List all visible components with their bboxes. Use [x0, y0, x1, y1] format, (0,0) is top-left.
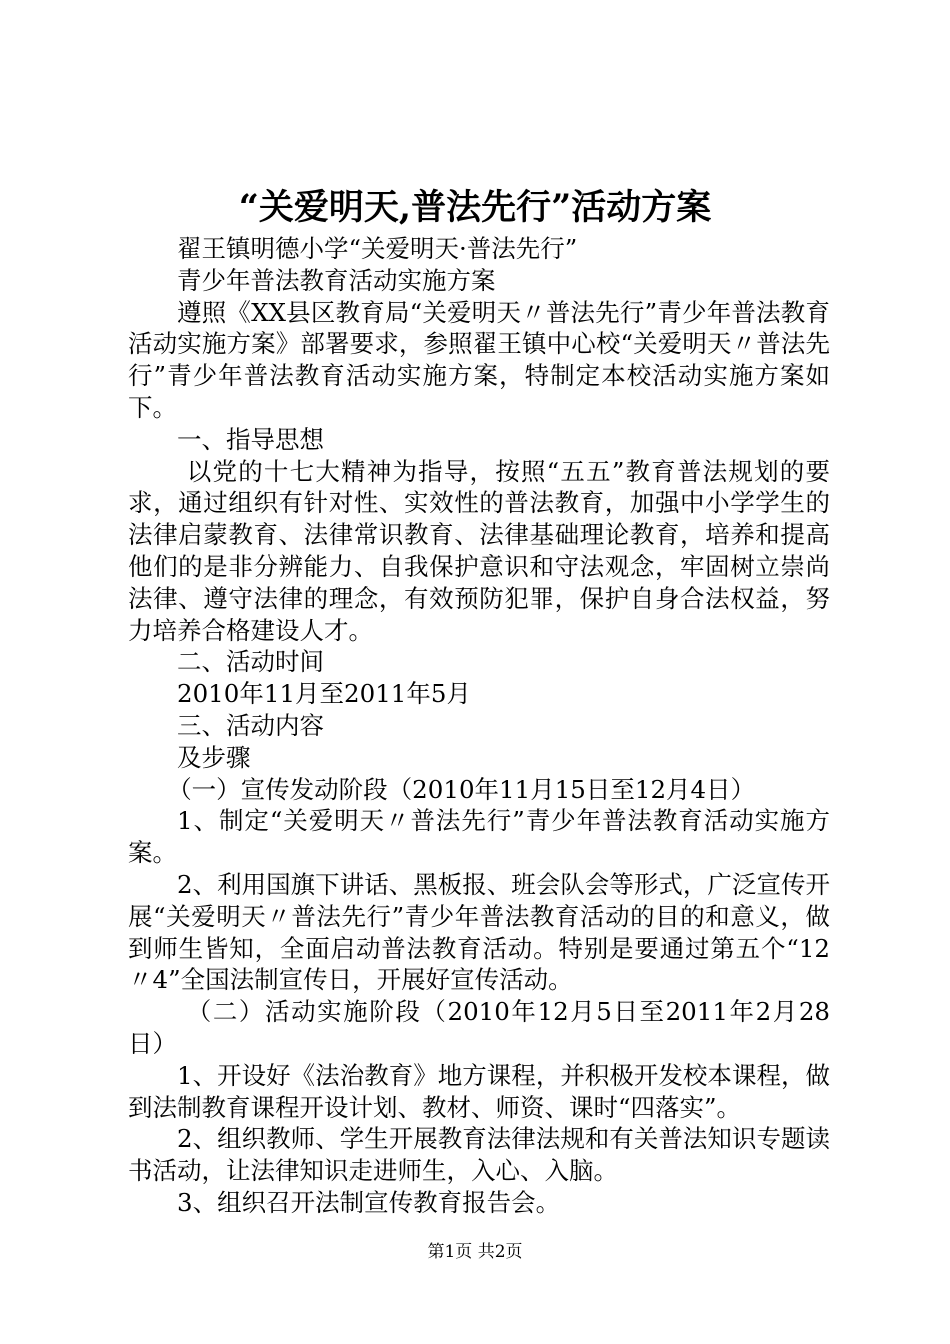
activity-time-paragraph: 2010年11月至2011年5月 — [177, 679, 471, 709]
stage-one-heading: （一）宣传发动阶段（2010年11月15日至12月4日） — [167, 774, 756, 804]
guiding-thought-paragraph: 以党的十七大精神为指导，按照“五五”教育普法规划的要求，通过组织有针对性、实效性的普法教育，加强中小学学生的法律启蒙教育、法律常识教育、法律基础理论教育，培养和提高他们的是非分辨能力、自我保护意识和守法观念，牢固树立崇尚法律、遵守法律的理念，有效预防犯罪，保护自身合法权益，努力培养合格建设人才。 — [128, 456, 830, 645]
plan-subheading: 青少年普法教育活动实施方案 — [177, 265, 496, 295]
section-heading-guiding-thought: 一、指导思想 — [177, 424, 324, 454]
document-title: “关爱明天,普法先行”活动方案 — [238, 187, 712, 228]
stage-two-item-1: 1、开设好《法治教育》地方课程，并积极开发校本课程，做到法制教育课程开设计划、教材、师资、课时“四落实”。 — [128, 1060, 830, 1122]
stage-two-heading: （二）活动实施阶段（2010年12月5日至2011年2月28日） — [128, 997, 830, 1058]
stage-two-item-2: 2、组织教师、学生开展教育法律法规和有关普法知识专题读书活动，让法律知识走进师生，入心、入脑。 — [128, 1124, 830, 1186]
stage-one-item-1: 1、制定“关爱明天〃普法先行”青少年普法教育活动实施方案。 — [128, 806, 830, 868]
section-heading-activity-content: 三、活动内容 — [177, 710, 324, 740]
page-number-footer: 第1页 共2页 — [427, 1242, 523, 1262]
section-heading-activity-time: 二、活动时间 — [177, 647, 324, 677]
intro-paragraph: 遵照《XX县区教育局“关爱明天〃普法先行”青少年普法教育活动实施方案》部署要求，参照翟王镇中心校“关爱明天〃普法先行”青少年普法教育活动实施方案，特制定本校活动实施方案如下。 — [128, 297, 830, 422]
school-heading: 翟王镇明德小学“关爱明天·普法先行” — [177, 234, 578, 263]
section-heading-steps: 及步骤 — [177, 742, 251, 772]
stage-one-item-2: 2、利用国旗下讲话、黑板报、班会队会等形式，广泛宣传开展“关爱明天〃普法先行”青少年普法教育活动的目的和意义，做到师生皆知，全面启动普法教育活动。特别是要通过第五个“12〃4”全国法制宣传日，开展好宣传活动。 — [128, 869, 830, 995]
stage-two-item-3: 3、组织召开法制宣传教育报告会。 — [177, 1187, 561, 1217]
document-body — [128, 233, 830, 1219]
